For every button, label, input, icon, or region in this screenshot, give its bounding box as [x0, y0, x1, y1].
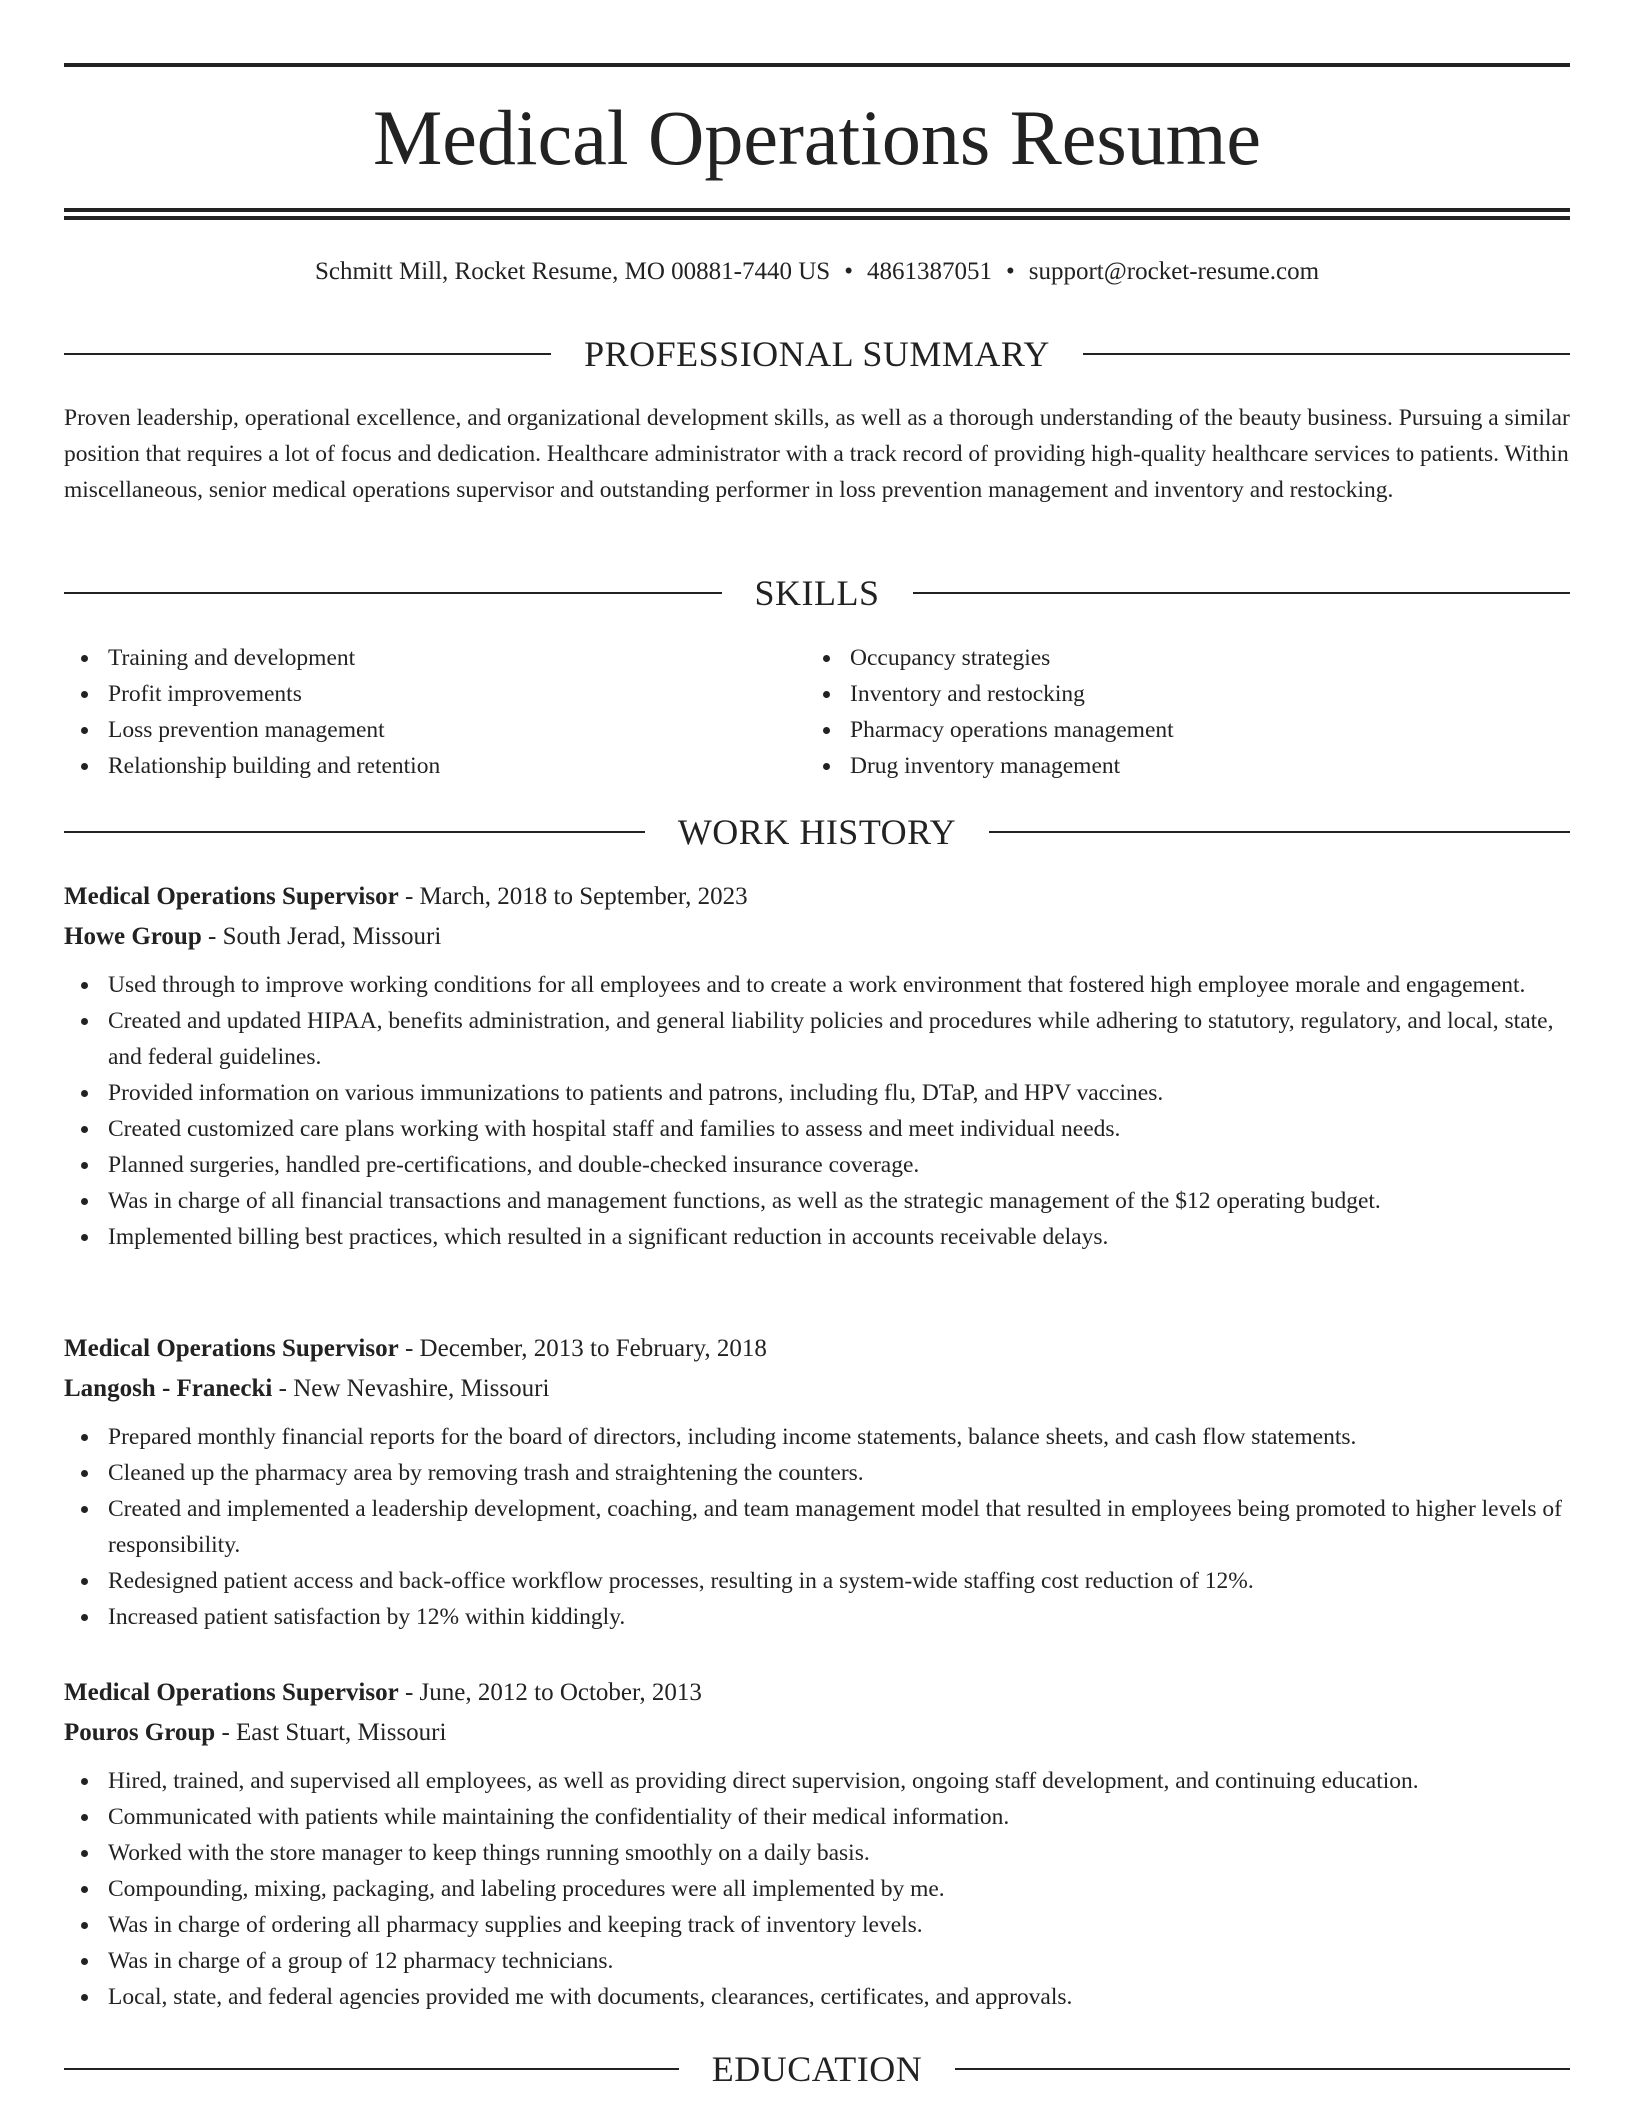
job-bullet: Used through to improve working conditions for all employees and to create a work environment that fostered high employee morale and engagement.	[108, 967, 1570, 1003]
professional-summary: Proven leadership, operational excellence, and organizational development skills, as well as a thorough understanding of the beauty business. Pursuing a similar position that requires a lot of focus and dedication. Healthcare administrator with a track record of providing high-quality healthcare services to patients. Within miscellaneous, senior medical operations supervisor and outstanding performer in loss prevention management and inventory and restocking.	[64, 405, 1570, 503]
job-entry	[64, 1329, 1570, 1635]
job-bullet: Compounding, mixing, packaging, and labeling procedures were all implemented by me.	[108, 1871, 1570, 1907]
job-bullet: Provided information on various immunizations to patients and patrons, including flu, DTaP, and HPV vaccines.	[108, 1075, 1570, 1111]
job-bullet: Worked with the store manager to keep things running smoothly on a daily basis.	[108, 1835, 1570, 1871]
job-title: Medical Operations Supervisor	[64, 1679, 399, 1706]
section-rule-left	[64, 353, 551, 355]
job-dates: December, 2013 to February, 2018	[419, 1335, 767, 1362]
skill-item: Profit improvements	[108, 676, 440, 712]
job-entry	[64, 1673, 1570, 2015]
title-double-rule-lower	[64, 216, 1570, 220]
job-bullet: Created and implemented a leadership development, coaching, and team management model that resulted in employees being promoted to higher levels of responsibility.	[108, 1491, 1570, 1563]
job-bullet: Implemented billing best practices, which resulted in a significant reduction in accounts receivable delays.	[108, 1219, 1570, 1255]
skill-item: Drug inventory management	[850, 748, 1174, 784]
job-dates: June, 2012 to October, 2013	[419, 1679, 702, 1706]
job-bullet: Was in charge of all financial transactions and management functions, as well as the strategic management of the $12 operating budget.	[108, 1183, 1570, 1219]
section-title: PROFESSIONAL SUMMARY	[584, 334, 1050, 374]
job-title-line: Medical Operations Supervisor - December, 2013 to February, 2018	[64, 1335, 767, 1362]
job-location: New Nevashire, Missouri	[293, 1375, 550, 1402]
job-bullet: Local, state, and federal agencies provided me with documents, clearances, certificates, and approvals.	[108, 1979, 1570, 2015]
job-bullet: Increased patient satisfaction by 12% within kiddingly.	[108, 1599, 1570, 1635]
section-rule-left	[64, 831, 645, 833]
section-rule-right	[1083, 353, 1570, 355]
job-bullet: Prepared monthly financial reports for the board of directors, including income statements, balance sheets, and cash flow statements.	[108, 1419, 1570, 1455]
job-bullets	[64, 1419, 1570, 1635]
job-dates: March, 2018 to September, 2023	[419, 883, 748, 910]
job-bullet: Hired, trained, and supervised all employees, as well as providing direct supervision, ongoing staff development, and continuing education.	[108, 1763, 1570, 1799]
contact-address: Schmitt Mill, Rocket Resume, MO 00881-7440 US	[314, 258, 831, 285]
job-bullet: Redesigned patient access and back-office workflow processes, resulting in a system-wide staffing cost reduction of 12%.	[108, 1563, 1570, 1599]
job-bullet: Planned surgeries, handled pre-certifications, and double-checked insurance coverage.	[108, 1147, 1570, 1183]
skill-item: Pharmacy operations management	[850, 712, 1174, 748]
job-company: Pouros Group	[64, 1719, 216, 1746]
job-bullets	[64, 1763, 1570, 2015]
skills-list-right	[806, 640, 1174, 784]
top-rule	[64, 63, 1570, 67]
job-bullet: Was in charge of ordering all pharmacy supplies and keeping track of inventory levels.	[108, 1907, 1570, 1943]
title-double-rule-upper	[64, 208, 1570, 212]
section-header-work-history	[64, 807, 1570, 857]
contact-email: support@rocket-resume.com	[1028, 258, 1320, 285]
job-company-line: Howe Group - South Jerad, Missouri	[64, 923, 442, 950]
job-location: South Jerad, Missouri	[222, 923, 442, 950]
skill-item: Loss prevention management	[108, 712, 440, 748]
contact-phone: 4861387051	[866, 258, 992, 285]
contact-line	[64, 252, 1570, 292]
skill-item: Training and development	[108, 640, 440, 676]
job-title: Medical Operations Supervisor	[64, 883, 399, 910]
job-bullets	[64, 967, 1570, 1255]
job-title-line: Medical Operations Supervisor - June, 2012 to October, 2013	[64, 1679, 702, 1706]
section-header-skills	[64, 568, 1570, 618]
section-rule-right	[955, 2068, 1570, 2070]
contact-separator: •	[844, 258, 853, 285]
job-company: Langosh - Franecki	[64, 1375, 273, 1402]
job-title-line: Medical Operations Supervisor - March, 2018 to September, 2023	[64, 883, 748, 910]
job-company-line: Langosh - Franecki - New Nevashire, Missouri	[64, 1375, 550, 1402]
job-bullet: Communicated with patients while maintaining the confidentiality of their medical information.	[108, 1799, 1570, 1835]
section-rule-right	[913, 592, 1571, 594]
section-header-summary	[64, 329, 1570, 379]
section-title: WORK HISTORY	[677, 812, 957, 852]
section-rule-left	[64, 2068, 679, 2070]
contact-separator: •	[1005, 258, 1015, 285]
job-company-line: Pouros Group - East Stuart, Missouri	[64, 1719, 447, 1746]
resume-title: Medical Operations Resume	[372, 94, 1262, 181]
job-company: Howe Group	[64, 923, 202, 950]
job-bullet: Created and updated HIPAA, benefits administration, and general liability policies and procedures while adhering to statutory, regulatory, and local, state, and federal guidelines.	[108, 1003, 1570, 1075]
section-rule-right	[989, 831, 1570, 833]
skill-item: Relationship building and retention	[108, 748, 440, 784]
section-title: SKILLS	[754, 573, 880, 613]
skill-item: Inventory and restocking	[850, 676, 1174, 712]
section-title: EDUCATION	[711, 2049, 923, 2089]
section-header-education	[64, 2044, 1570, 2094]
job-bullet: Cleaned up the pharmacy area by removing trash and straightening the counters.	[108, 1455, 1570, 1491]
skills-list-left	[64, 640, 440, 784]
job-bullet: Was in charge of a group of 12 pharmacy technicians.	[108, 1943, 1570, 1979]
job-title: Medical Operations Supervisor	[64, 1335, 399, 1362]
job-location: East Stuart, Missouri	[236, 1719, 447, 1746]
job-entry	[64, 877, 1570, 1255]
job-bullet: Created customized care plans working with hospital staff and families to assess and meet individual needs.	[108, 1111, 1570, 1147]
section-rule-left	[64, 592, 722, 594]
skill-item: Occupancy strategies	[850, 640, 1174, 676]
